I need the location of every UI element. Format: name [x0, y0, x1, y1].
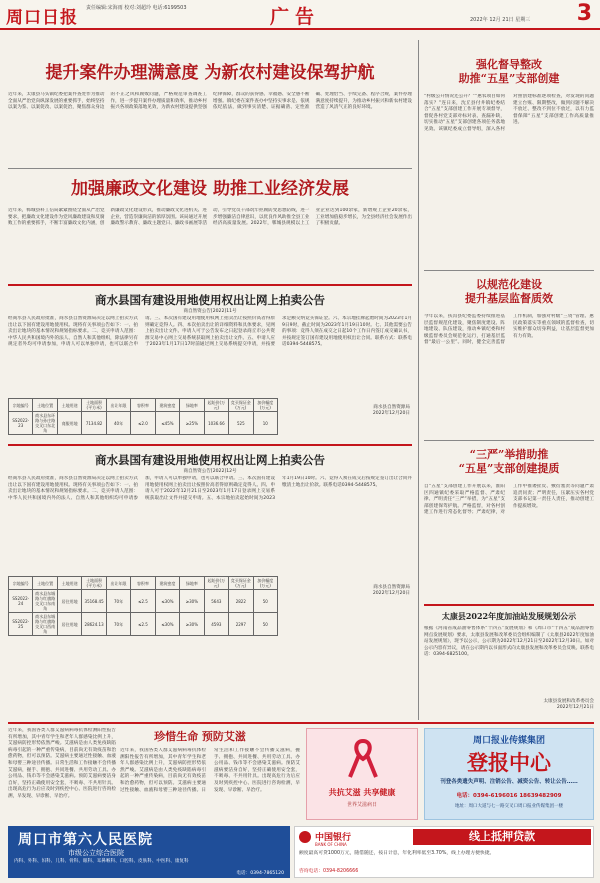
table-cell: 7134.82 [82, 412, 106, 435]
table-cell: SS2022-25 [9, 613, 33, 636]
article-title-line: 助推“五星”支部创建 [458, 72, 560, 85]
article-title: 加强廉政文化建设 助推工业经济发展 [71, 179, 349, 199]
divider [8, 168, 412, 169]
table-header: 容积率 [131, 577, 155, 590]
table-cell: ≥30% [180, 613, 204, 636]
notice-issuer: 太康县发展和改革委员会 [543, 699, 594, 704]
notice-issuer: 商水县自然资源局 [373, 405, 410, 410]
table-header: 土地用途 [57, 399, 81, 412]
table-header: 土地位置 [33, 577, 57, 590]
loan-phone: 咨询电话：0394-8206666 [299, 869, 359, 874]
table-header: 绿地率 [180, 399, 204, 412]
table-cell: 2297 [229, 613, 253, 636]
hospital-departments: 内科、外科、妇科、儿科、骨科、眼科、耳鼻喉科、口腔科、皮肤科、中医科、康复科 [14, 859, 189, 864]
notice-date: 2022年12月20日 [372, 411, 410, 416]
notice-issuer: 商水县自然资源局 [373, 585, 410, 590]
table-header: 绿地率 [180, 577, 204, 590]
article-body: 今年以来，扶沟县纪委监委持续推进基层监督规范化建设，聚焦制度建设、阵地建设、队伍建设，推动乡镇纪委和村级监督委员会规范化运行，打通基层监督“最后一公里”。同时，健全完善监督工作机制，加强对村级“三资”管理、惠民政策落实等重点领域的监督检查，切实维护群众切身利益，让基层监督更加有力有效。 [424, 314, 594, 346]
divider [424, 270, 594, 271]
hospital-phone: 电话：0394-7865120 [236, 871, 284, 876]
land-auction-notice-1 [8, 292, 412, 314]
loan-description: 额度最高可贷1000万元，随借随还，按日计息，年化利率低至3.70%，线上办理方便快捷。 [299, 851, 495, 856]
section-title: 广告 [270, 6, 321, 28]
table-cell: 商服用地 [57, 412, 81, 435]
table-row [9, 613, 278, 636]
loan-headline: 线上抵押贷款 [413, 829, 591, 845]
notice-number: 商自然资公告[2022]12号 [183, 469, 237, 474]
notice-footer [290, 584, 410, 596]
table-header: 土地面积(平方米) [82, 577, 106, 590]
poster-slogan: 共抗艾滋 共享健康 [328, 788, 396, 797]
table-cell: ≤2.5 [131, 590, 155, 613]
article-title: 提升案件办理满意度 为新农村建设保驾护航 [45, 63, 375, 83]
table-cell: 居住用地 [57, 613, 81, 636]
table-cell: 35168.45 [82, 590, 106, 613]
bank-loan-ad [294, 826, 594, 878]
table-cell: 2822 [229, 590, 253, 613]
table-cell: 10 [253, 412, 277, 435]
ad-headline: 登报中心 [467, 750, 551, 775]
divider [8, 284, 412, 286]
masthead [0, 0, 600, 30]
table-cell: 525 [229, 412, 253, 435]
table-header: 起始价(万元) [204, 399, 228, 412]
divider [424, 604, 594, 606]
notice-body: 经商水县人民政府批准，商水县自然资源局决定以网上拍卖方式出让以下国有建设用地使用权。现将有关事项公告如下：一、拍卖出让地块的基本情况和规划指标要求。二、竞买申请人范围：中华人民共和国境内外的法人、自然人和其他组织均可申请参加，申请人可以单独申请，也可以联合申请。三、本次国有建设用地使用权网上拍卖出让按照价高者得原则确定竞得人。四、申请人可于2022年12月21日至2023年1月17日登录网上交易系统获取出让文件并提交申请。五、本宗地拍卖起始时间为2023年1月19日10时。六、竞得人须在成交后按规定签订出让合同并缴清土地出让价款。联系电话0394-5448575。 [8, 476, 412, 501]
table-cell: 1036.66 [204, 412, 228, 435]
article-clean-culture [8, 178, 412, 200]
table-cell: 50 [253, 613, 277, 636]
article-supervision [424, 58, 594, 86]
table-header: 出让年限 [106, 577, 130, 590]
divider [8, 444, 412, 446]
table-header: 起始价(万元) [204, 577, 228, 590]
table-header: 竞买保证金(万元) [229, 399, 253, 412]
notice-body: 根据《河南省成品油零售体系“十四五”发展规划》和《周口市“十四五”成品油零售网点发展规划》要求，太康县发展和改革委员会组织编制了《太康县2022年度加油站发展规划》，现予以公示，公示期为2022年12月21日至2022年12月30日。如对公示内容有异议，请在公示期内以书面形式向太康县发展和改革委员会反映。联系电话：0394-6825100。 [424, 626, 594, 658]
bank-logo-icon [299, 831, 311, 843]
article-case-handling [8, 62, 412, 84]
gas-station-notice [424, 610, 594, 622]
table-header-row [9, 577, 278, 590]
table-cell: SS2022-24 [9, 590, 33, 613]
divider [8, 722, 594, 724]
bank-name: 中国银行 [315, 833, 352, 843]
column-divider [418, 40, 419, 720]
article-title-line: “三严”举措助推 [469, 448, 549, 461]
table-header-row [9, 399, 278, 412]
table-header: 加价幅度(万元) [253, 577, 277, 590]
table-cell: ≤2.0 [131, 412, 155, 435]
land-parcel-table [8, 576, 278, 636]
table-header: 宗地编号 [9, 577, 33, 590]
table-header: 建筑密度 [155, 399, 179, 412]
table-header: 出让年限 [106, 399, 130, 412]
table-header: 土地用途 [57, 577, 81, 590]
notice-title: 商水县国有建设用地使用权出让网上拍卖公告 [95, 293, 325, 307]
land-auction-notice-2 [8, 452, 412, 474]
editor-info-line: 责任编辑:宋海雨 校对:刘超玲 电话:6199503 [86, 5, 187, 11]
table-row [9, 590, 278, 613]
table-header: 容积率 [131, 399, 155, 412]
article-body: 近年来，太康县马头镇纪委把案件查处作为推动全面从严治党向纵深发展的重要抓手，始终坚持以案为鉴、以案促改、以案促治，聚焦群众身边的不正之风和腐败问题，严格规范审查调查工作，进一步提升案件办理质量和效率，推动乡村振兴各项政策落地见效，为新农村建设提供坚强纪律保障，群众的获得感、幸福感、安全感不断增强。镇纪委在案件查办中坚持实事求是、依规依纪依法，做到事实清楚、证据确凿、定性准确、处理恰当、手续完备、程序合规，案件办理满意度持续提升，为推动乡村振兴和新农村建设营造了风清气正的良好环境。 [8, 92, 412, 111]
article-title-line: 强化督导整改 [476, 58, 542, 71]
table-cell: 商水县东环路与孙庄路交叉口东北角 [33, 412, 57, 435]
table-cell: 居住用地 [57, 590, 81, 613]
table-header: 土地位置 [33, 399, 57, 412]
notice-date: 2022年12月20日 [372, 591, 410, 596]
aids-poster [306, 728, 418, 820]
bank-name-en: BANK OF CHINA [315, 842, 347, 847]
hospital-ad [8, 826, 290, 878]
article-title-line: “五星”支部创建提质 [458, 462, 560, 475]
table-cell: 5643 [204, 590, 228, 613]
page-number: 3 [576, 1, 592, 26]
editor-info [86, 5, 187, 12]
table-cell: 40年 [106, 412, 130, 435]
table-cell: SS2022-23 [9, 412, 33, 435]
article-title-line: 提升基层监督质效 [465, 292, 553, 305]
red-ribbon-icon [346, 737, 380, 781]
article-body-col: 近年来，我国各类人群艾滋病病毒抗体检测阳性报告有所增加，其中青年学生和老年人群感染比例上升，艾滋病防控形势依然严峻。艾滋病是由人类免疫缺陷病毒引起的一种严重传染病，目前尚无有效疫苗和治愈药物，但可以预防。艾滋病主要通过性接触、血液和母婴三种途径传播。日常生活和工作接触不会传播艾滋病，握手、拥抱、共同进餐、共用劳动工具、办公用品、钱币等不会感染艾滋病。预防艾滋病要洁身自好，坚持正确使用安全套，不吸毒、不共用针具。出现高危行为后应及时到疾控中心、医院进行咨询检测，早发现、早诊断、早治疗。 [8, 728, 116, 799]
table-cell: 28624.13 [82, 613, 106, 636]
notice-date: 2022年12月21日 [556, 705, 594, 710]
article-three-strict [424, 448, 594, 476]
poster-caption: 世界艾滋病日 [346, 802, 377, 808]
table-cell: ≥30% [180, 590, 204, 613]
article-title: 珍惜生命 预防艾滋 [154, 730, 246, 743]
table-cell: ≤30% [155, 613, 179, 636]
hospital-name: 周口市第六人民医院 [18, 832, 153, 848]
notice-footer [424, 698, 594, 710]
table-header: 建筑密度 [155, 577, 179, 590]
newspaper-logo: 周口日报 [6, 8, 78, 28]
divider [424, 440, 594, 441]
notice-title: 商水县国有建设用地使用权出让网上拍卖公告 [95, 453, 325, 467]
table-header: 土地面积(平方米) [82, 399, 106, 412]
table-cell: 商水县东城路与红旗路交叉口西南角 [33, 613, 57, 636]
article-body: 近年来，郸城县科工信局紧紧围绕全面从严治党要求，把廉政文化建设作为党风廉政建设和反腐败工作的重要抓手，不断丰富廉政文化内涵，创新廉政文化建设形式，推动廉政文化进机关、进企业，营造崇廉尚洁的浓厚氛围。该局通过开展廉政警示教育、廉政主题党日、廉政书画展等活动，引导党员干部筑牢拒腐防变思想防线，进一步增强廉洁自律意识，以优良作风助推全县工业经济高质量发展。2022年，郸城县规模以上工业企业达到100余家，新增规上企业20余家，工业增加值稳步增长，为全县经济社会发展作出了积极贡献。 [8, 208, 412, 227]
article-title-line: 以规范化建设 [476, 278, 542, 291]
ad-services: 刊登各类遗失声明、注销公告、减资公告、转让公告…… [440, 779, 578, 785]
table-header: 宗地编号 [9, 399, 33, 412]
table-header: 加价幅度(万元) [253, 399, 277, 412]
newspaper-registration-ad [424, 728, 594, 820]
table-cell: ≥25% [180, 412, 204, 435]
notice-body: 经商水县人民政府批准，商水县自然资源局决定以网上拍卖方式出让以下国有建设用地使用权。现将有关事项公告如下：一、拍卖出让地块的基本情况和规划指标要求。二、竞买申请人范围：中华人民共和国境内外的法人、自然人和其他组织，除法律另有规定者外均可申请参加，申请人可以单独申请，也可以联合申请。三、本次国有建设用地使用权网上拍卖出让按照价高者得原则确定竞得人。四、本次拍卖出让的详细资料和具体要求，见网上拍卖出让文件。申请人可于公告发布之日起登录商丘市公共资源交易中心网上交易系统获取网上拍卖出让文件。五、申请人应于2023年1月17日17时前通过网上交易系统提交申请，并按要求足额交纳竞买保证金。六、本宗地挂牌起始时间为2023年1月9日9时，截止时间为2023年1月19日10时。七、其他需要公告的事项：竞得人须在成交之日起10个工作日内签订成交确认书，并按规定签订国有建设用地使用权出让合同。联系方式：联系电话0394-5448575。 [8, 316, 412, 348]
article-body: 自“五星”支部创建工作开展以来，淮阳区四通镇纪委采取严格监督、严肃纪律、严明责任“三严”举措，为“五星”支部创建保驾护航。严格监督，对各村创建工作进行常态化督导；严肃纪律，对工作中推诿扯皮、敷衍塞责等问题严肃追责问责；严明责任，压紧压实各村党支部书记第一责任人责任，推动创建工作提质增效。 [424, 484, 594, 516]
article-aids-prevention [120, 730, 280, 744]
article-standardization [424, 278, 594, 306]
table-cell: ≤2.5 [131, 613, 155, 636]
table-row [9, 412, 278, 435]
land-parcel-table [8, 398, 278, 435]
hospital-subtitle: 市级公立综合医院 [68, 849, 124, 857]
table-cell: 商水县东城路与红旗路交叉口东南角 [33, 590, 57, 613]
table-cell: 50 [253, 590, 277, 613]
ad-title: 周口报业传媒集团 [472, 736, 545, 746]
table-cell: 70年 [106, 613, 130, 636]
article-body: “村级公开情况还公开？”“惠农项目如何落实？”连日来，沈丘县付井镇纪委结合“五星”支部创建工作开展专项督导，督促各村党支部对标对表、查漏补缺，切实推动“五星”支部创建各项任务落地见效。该镇纪委成立督导组，深入各村对照创建标准逐项检查，对发现的问题建立台账、限期整改，做到问题不解决不放过、整改不到位不放过，以有力监督保障“五星”支部创建工作高质量推进。 [424, 94, 594, 132]
notice-title: 太康县2022年度加油站发展规划公示 [441, 611, 577, 621]
article-body: 近年来，我国各类人群艾滋病病毒抗体检测阳性报告有所增加，其中青年学生和老年人群感染比例上升，艾滋病防控形势依然严峻。艾滋病是由人类免疫缺陷病毒引起的一种严重传染病，目前尚无有效疫苗和治愈药物，但可以预防。艾滋病主要通过性接触、血液和母婴三种途径传播。日常生活和工作接触不会传播艾滋病，握手、拥抱、共同进餐、共用劳动工具、办公用品、钱币等不会感染艾滋病。预防艾滋病要洁身自好，坚持正确使用安全套，不吸毒、不共用针具。出现高危行为后应及时到疾控中心、医院进行咨询检测，早发现、早诊断、早治疗。 [120, 748, 300, 793]
table-cell: ≤45% [155, 412, 179, 435]
ad-phone: 电话：0394-6196016 18639482909 [456, 793, 562, 799]
table-cell: 70年 [106, 590, 130, 613]
issue-date: 2022年 12月 21日 星期三 [470, 17, 531, 23]
table-cell: 4593 [204, 613, 228, 636]
notice-number: 商自然资公告[2022]11号 [183, 309, 237, 314]
notice-footer [290, 404, 410, 416]
ad-address: 地址：周口大道与七一路交叉口周口报业传媒集团一楼 [455, 804, 563, 809]
table-cell: ≤30% [155, 590, 179, 613]
table-header: 竞买保证金(万元) [229, 577, 253, 590]
